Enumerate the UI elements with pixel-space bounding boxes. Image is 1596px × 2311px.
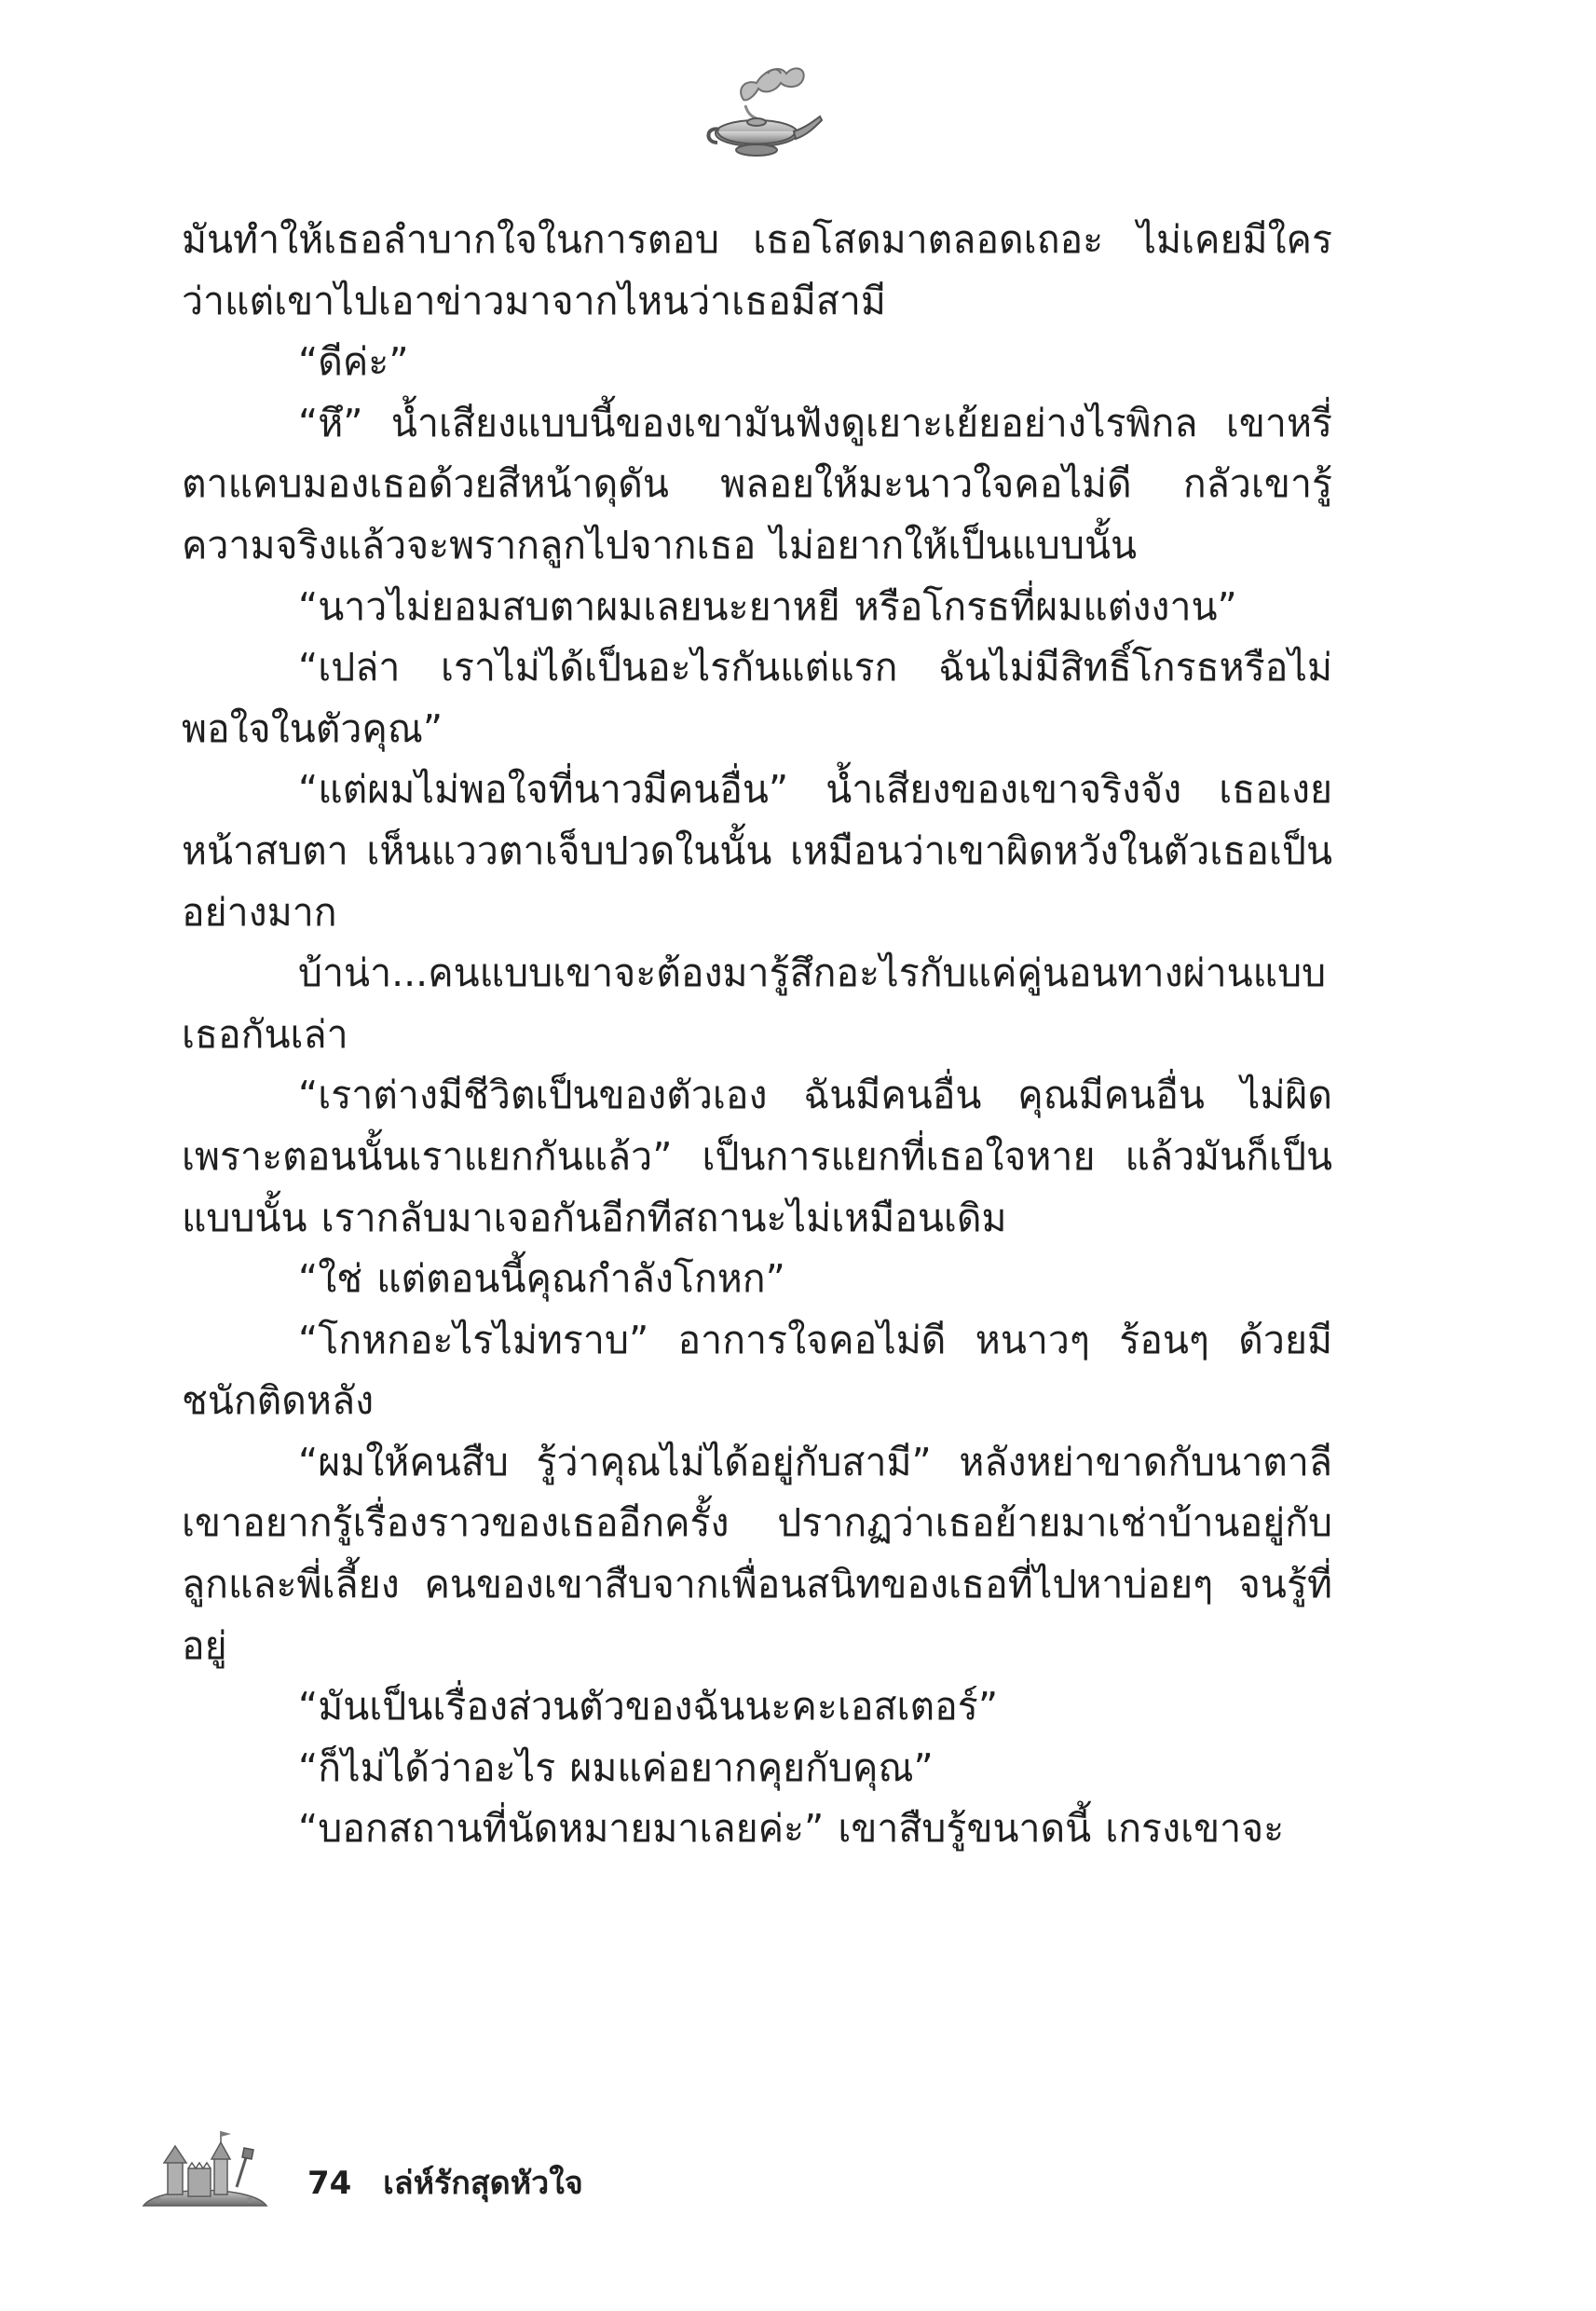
- paragraph: “ใช่ แต่ตอนนี้คุณกำลังโกหก”: [298, 1256, 785, 1302]
- paragraph: มันทำให้เธอลำบากใจในการตอบ เธอโสดมาตลอดเถอะ ไม่เคยมีใครว่าแต่เขาไปเอาข่าวมาจากไหนว่าเธอมีสามี: [182, 217, 1332, 323]
- paragraph: “มันเป็นเรื่องส่วนตัวของฉันนะคะเอสเตอร์”: [298, 1684, 999, 1730]
- body-text: [182, 210, 1332, 1860]
- paragraph: “ดีค่ะ”: [298, 339, 409, 385]
- paragraph: “บอกสถานที่นัดหมายมาเลยค่ะ” เขาสืบรู้ขนาดนี้ เกรงเขาจะ: [298, 1806, 1285, 1852]
- paragraph: “หึ” น้ำเสียงแบบนี้ของเขามันฟังดูเยาะเย้ยอย่างไรพิกล เขาหรี่ตาแคบมองเธอด้วยสีหน้าดุดัน พลอยให้มะนาวใจคอไม่ดี กลัวเขารู้ความจริงแล้วจะพรากลูกไปจากเธอ ไม่อยากให้เป็นแบบนั้น: [182, 400, 1332, 567]
- paragraph: “นาวไม่ยอมสบตาผมเลยนะยาหยี หรือโกรธที่ผมแต่งงาน”: [298, 583, 1237, 629]
- book-title: เล่ห์รักสุดหัวใจ: [383, 2165, 583, 2202]
- sandcastle-icon: [140, 2120, 270, 2213]
- paragraph: “เปล่า เราไม่ได้เป็นอะไรกันแต่แรก ฉันไม่มีสิทธิ์โกรธหรือไม่พอใจในตัวคุณ”: [182, 645, 1332, 751]
- paragraph: “ผมให้คนสืบ รู้ว่าคุณไม่ได้อยู่กับสามี” หลังหย่าขาดกับนาตาลีเขาอยากรู้เรื่องราวของเธออีกครั้ง ปรากฏว่าเธอย้ายมาเช่าบ้านอยู่กับลูกและพี่เลี้ยง คนของเขาสืบจากเพื่อนสนิทของเธอที่ไปหาบ่อยๆ จนรู้ที่อยู่: [182, 1439, 1332, 1668]
- footer-text: [307, 2157, 583, 2208]
- genie-lamp-icon: [689, 51, 829, 163]
- page-footer: [140, 2120, 699, 2232]
- paragraph: บ้าน่า...คนแบบเขาจะต้องมารู้สึกอะไรกับแค่คู่นอนทางผ่านแบบเธอกันเล่า: [182, 950, 1327, 1057]
- paragraph: “โกหกอะไรไม่ทราบ” อาการใจคอไม่ดี หนาวๆ ร้อนๆ ด้วยมีชนักติดหลัง: [182, 1317, 1332, 1424]
- page-number: 74: [307, 2165, 352, 2202]
- paragraph: “ก็ไม่ได้ว่าอะไร ผมแค่อยากคุยกับคุณ”: [298, 1744, 934, 1790]
- paragraph: “เราต่างมีชีวิตเป็นของตัวเอง ฉันมีคนอื่น คุณมีคนอื่น ไม่ผิดเพราะตอนนั้นเราแยกกันแล้ว” เป็นการแยกที่เธอใจหาย แล้วมันก็เป็นแบบนั้น เรากลับมาเจอกันอีกทีสถานะไม่เหมือนเดิม: [182, 1073, 1332, 1240]
- paragraph: “แต่ผมไม่พอใจที่นาวมีคนอื่น” น้ำเสียงของเขาจริงจัง เธอเงยหน้าสบตา เห็นแววตาเจ็บปวดในนั้น เหมือนว่าเขาผิดหวังในตัวเธอเป็นอย่างมาก: [182, 767, 1332, 935]
